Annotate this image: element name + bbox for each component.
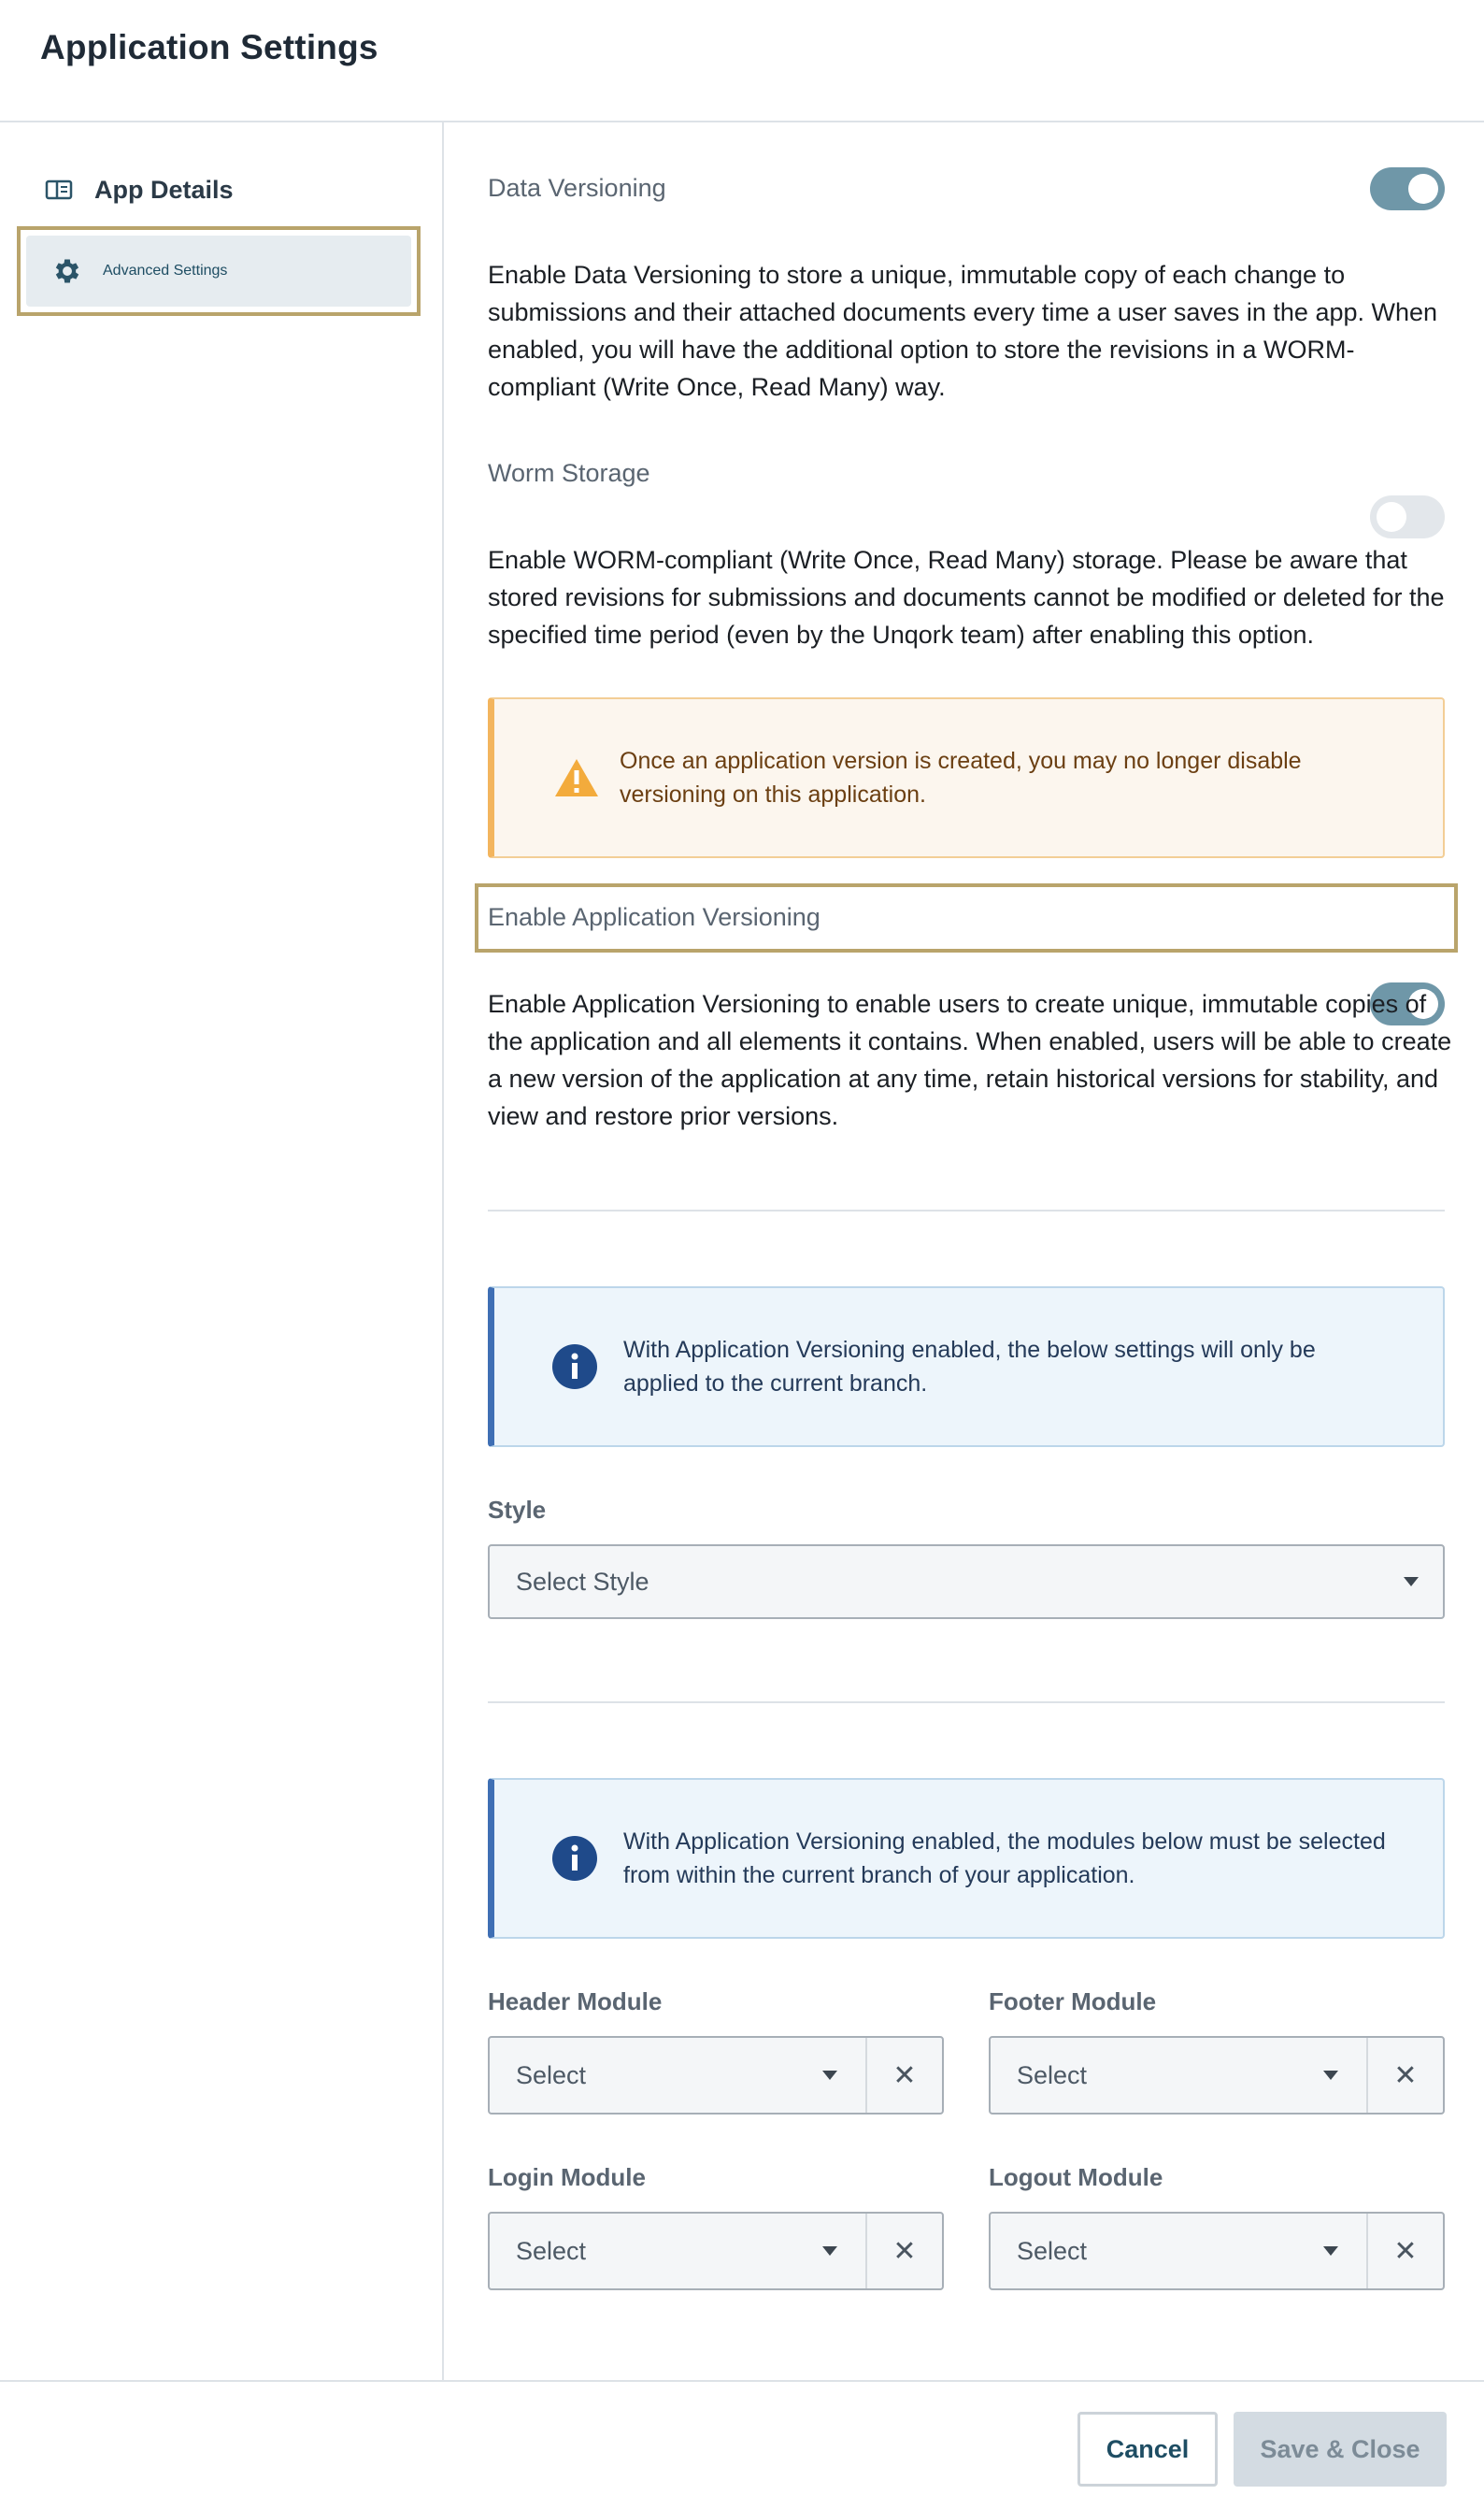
info-text: With Application Versioning enabled, the modules below must be selected from within the current branch of your application. <box>623 1828 1386 1888</box>
warning-icon <box>552 753 601 802</box>
info-icon <box>550 1342 599 1391</box>
toggle-knob <box>1377 502 1406 532</box>
gear-icon <box>50 254 84 288</box>
chevron-down-icon[interactable] <box>1323 2071 1338 2080</box>
clear-icon[interactable]: ✕ <box>1366 2038 1443 2113</box>
worm-storage-toggle[interactable] <box>1370 495 1445 538</box>
clear-icon[interactable]: ✕ <box>1366 2214 1443 2288</box>
app-versioning-label: Enable Application Versioning <box>488 903 820 931</box>
sidebar-item-label: App Details <box>94 175 234 204</box>
sidebar-item-label: Advanced Settings <box>103 263 228 279</box>
toggle-knob <box>1408 174 1438 204</box>
sidebar-item-app-details[interactable] <box>25 165 418 215</box>
footer-module-value: Select <box>1017 2060 1088 2089</box>
chevron-down-icon[interactable] <box>822 2246 837 2256</box>
chevron-down-icon <box>1404 1577 1419 1586</box>
footer-module-select[interactable] <box>989 2036 1445 2115</box>
chevron-down-icon[interactable] <box>1323 2246 1338 2256</box>
worm-storage-description: Enable WORM-compliant (Write Once, Read Many) storage. Please be aware that stored revisions for submissions and documents cannot be modified or deleted for the specified time period (even by the Unqork team) after enabling this option. <box>488 546 1445 649</box>
header-divider <box>0 121 1484 122</box>
page-title: Application Settings <box>40 28 378 66</box>
warning-alert <box>488 697 1445 858</box>
app-versioning-description: Enable Application Versioning to enable users to create unique, immutable copies of the application and all elements it contains. When enabled, users will be able to create a new version of the application at any time, retain historical versions for stability, and view and restore prior versions. <box>488 990 1452 1130</box>
data-versioning-description: Enable Data Versioning to store a unique, immutable copy of each change to submissions and their attached documents every time a user saves in the app. When enabled, you will have the additional option to store the revisions in a WORM-compliant (Write Once, Read Many) way. <box>488 261 1438 401</box>
login-module-label: Login Module <box>488 2163 646 2191</box>
worm-storage-label: Worm Storage <box>488 459 650 487</box>
chevron-down-icon[interactable] <box>822 2071 837 2080</box>
style-select-value: Select Style <box>516 1567 649 1596</box>
data-versioning-label: Data Versioning <box>488 174 666 202</box>
info-alert-style <box>488 1286 1445 1447</box>
footer-module-label: Footer Module <box>989 1987 1157 2015</box>
section-divider <box>488 1701 1445 1703</box>
clear-icon[interactable]: ✕ <box>865 2038 942 2113</box>
logout-module-select[interactable] <box>989 2212 1445 2290</box>
save-and-close-button[interactable]: Save & Close <box>1234 2412 1447 2487</box>
header-module-value: Select <box>516 2060 587 2089</box>
logout-module-value: Select <box>1017 2236 1088 2265</box>
info-icon <box>550 1834 599 1883</box>
style-label: Style <box>488 1496 547 1524</box>
info-text: With Application Versioning enabled, the below settings will only be applied to the current branch. <box>623 1337 1316 1397</box>
sidebar-item-advanced-settings[interactable] <box>17 226 421 316</box>
logout-module-label: Logout Module <box>989 2163 1163 2191</box>
cancel-button[interactable]: Cancel <box>1077 2412 1218 2487</box>
warning-text: Once an application version is created, you may no longer disable versioning on this application. <box>620 748 1302 808</box>
header-module-select[interactable] <box>488 2036 944 2115</box>
book-icon <box>42 173 76 207</box>
login-module-value: Select <box>516 2236 587 2265</box>
sidebar-divider <box>442 122 444 2380</box>
style-select[interactable] <box>488 1544 1445 1619</box>
info-alert-modules <box>488 1778 1445 1939</box>
footer-divider <box>0 2380 1484 2382</box>
login-module-select[interactable] <box>488 2212 944 2290</box>
header-module-label: Header Module <box>488 1987 663 2015</box>
section-divider <box>488 1210 1445 1211</box>
data-versioning-toggle[interactable] <box>1370 167 1445 210</box>
clear-icon[interactable]: ✕ <box>865 2214 942 2288</box>
